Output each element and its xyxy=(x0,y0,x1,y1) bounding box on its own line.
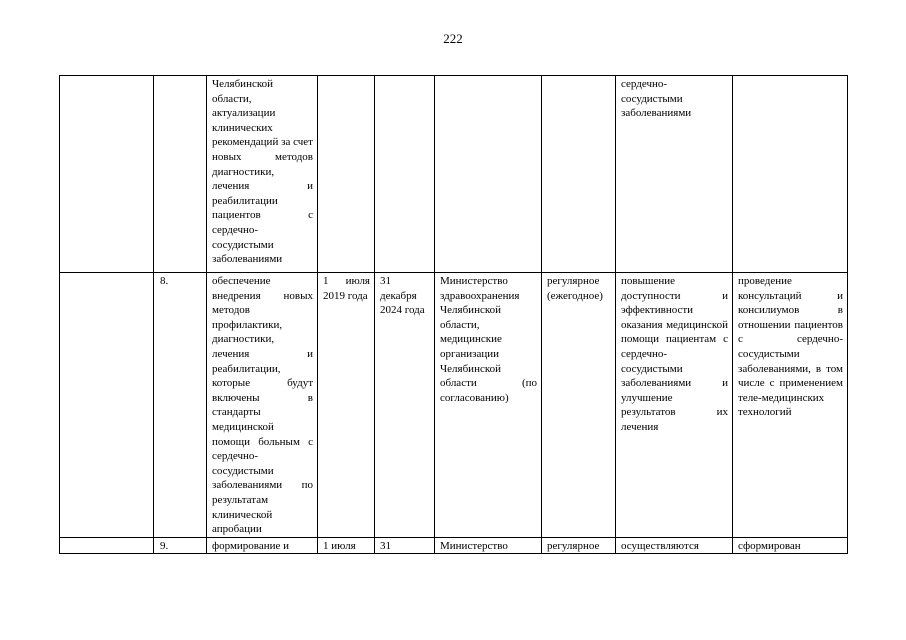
table-row xyxy=(60,273,848,538)
table-cell-start-date: 1 июля 2019 года xyxy=(318,273,375,538)
table-cell-indicator: сформирован xyxy=(733,537,848,554)
table-cell-blank xyxy=(60,537,154,554)
table-cell-indicator: проведение консультаций и консилиумов в отношении пациентов с сердечно-сосудистыми заболеваниями, в том числе с применением теле-медицинских технологий xyxy=(733,273,848,538)
table-cell-frequency: регулярное (ежегодное) xyxy=(542,273,616,538)
table-cell-expected-result: сердечно-сосудистыми заболеваниями xyxy=(616,76,733,273)
table-cell-expected-result: осуществляются xyxy=(616,537,733,554)
table-cell-start-date xyxy=(318,76,375,273)
table-cell-activity: обеспечение внедрения новых методов профилактики, диагностики, лечения и реабилитации, которые будут включены в стандарты медицинской помощи больным с сердечно-сосудистыми заболеваниями по результатам клинической апробации xyxy=(207,273,318,538)
table-cell-number: 9. xyxy=(154,537,207,554)
page-number: 222 xyxy=(443,31,463,46)
table-cell-responsible: Министерство xyxy=(435,537,542,554)
table-cell-indicator xyxy=(733,76,848,273)
table-row xyxy=(60,537,848,554)
table-cell-end-date: 31 декабря 2024 года xyxy=(375,273,435,538)
table-cell-frequency xyxy=(542,76,616,273)
table-cell-number xyxy=(154,76,207,273)
table-cell-responsible: Министерство здравоохранения Челябинской области, медицинские организации Челябинской области (по согласованию) xyxy=(435,273,542,538)
table-cell-end-date: 31 xyxy=(375,537,435,554)
table-row xyxy=(60,76,848,273)
table-cell-start-date: 1 июля xyxy=(318,537,375,554)
table-cell-blank xyxy=(60,76,154,273)
table-cell-expected-result: повышение доступности и эффективности оказания медицинской помощи пациентам с сердечно-сосудистыми заболеваниями и улучшение результатов их лечения xyxy=(616,273,733,538)
plan-table xyxy=(59,75,848,554)
table-cell-frequency: регулярное xyxy=(542,537,616,554)
table-cell-responsible xyxy=(435,76,542,273)
table-cell-blank xyxy=(60,273,154,538)
table-cell-end-date xyxy=(375,76,435,273)
table-cell-number: 8. xyxy=(154,273,207,538)
table-cell-activity: Челябинской области, актуализации клинических рекомендаций за счет новых методов диагностики, лечения и реабилитации пациентов с сердечно-сосудистыми заболеваниями xyxy=(207,76,318,273)
table-cell-activity: формирование и xyxy=(207,537,318,554)
